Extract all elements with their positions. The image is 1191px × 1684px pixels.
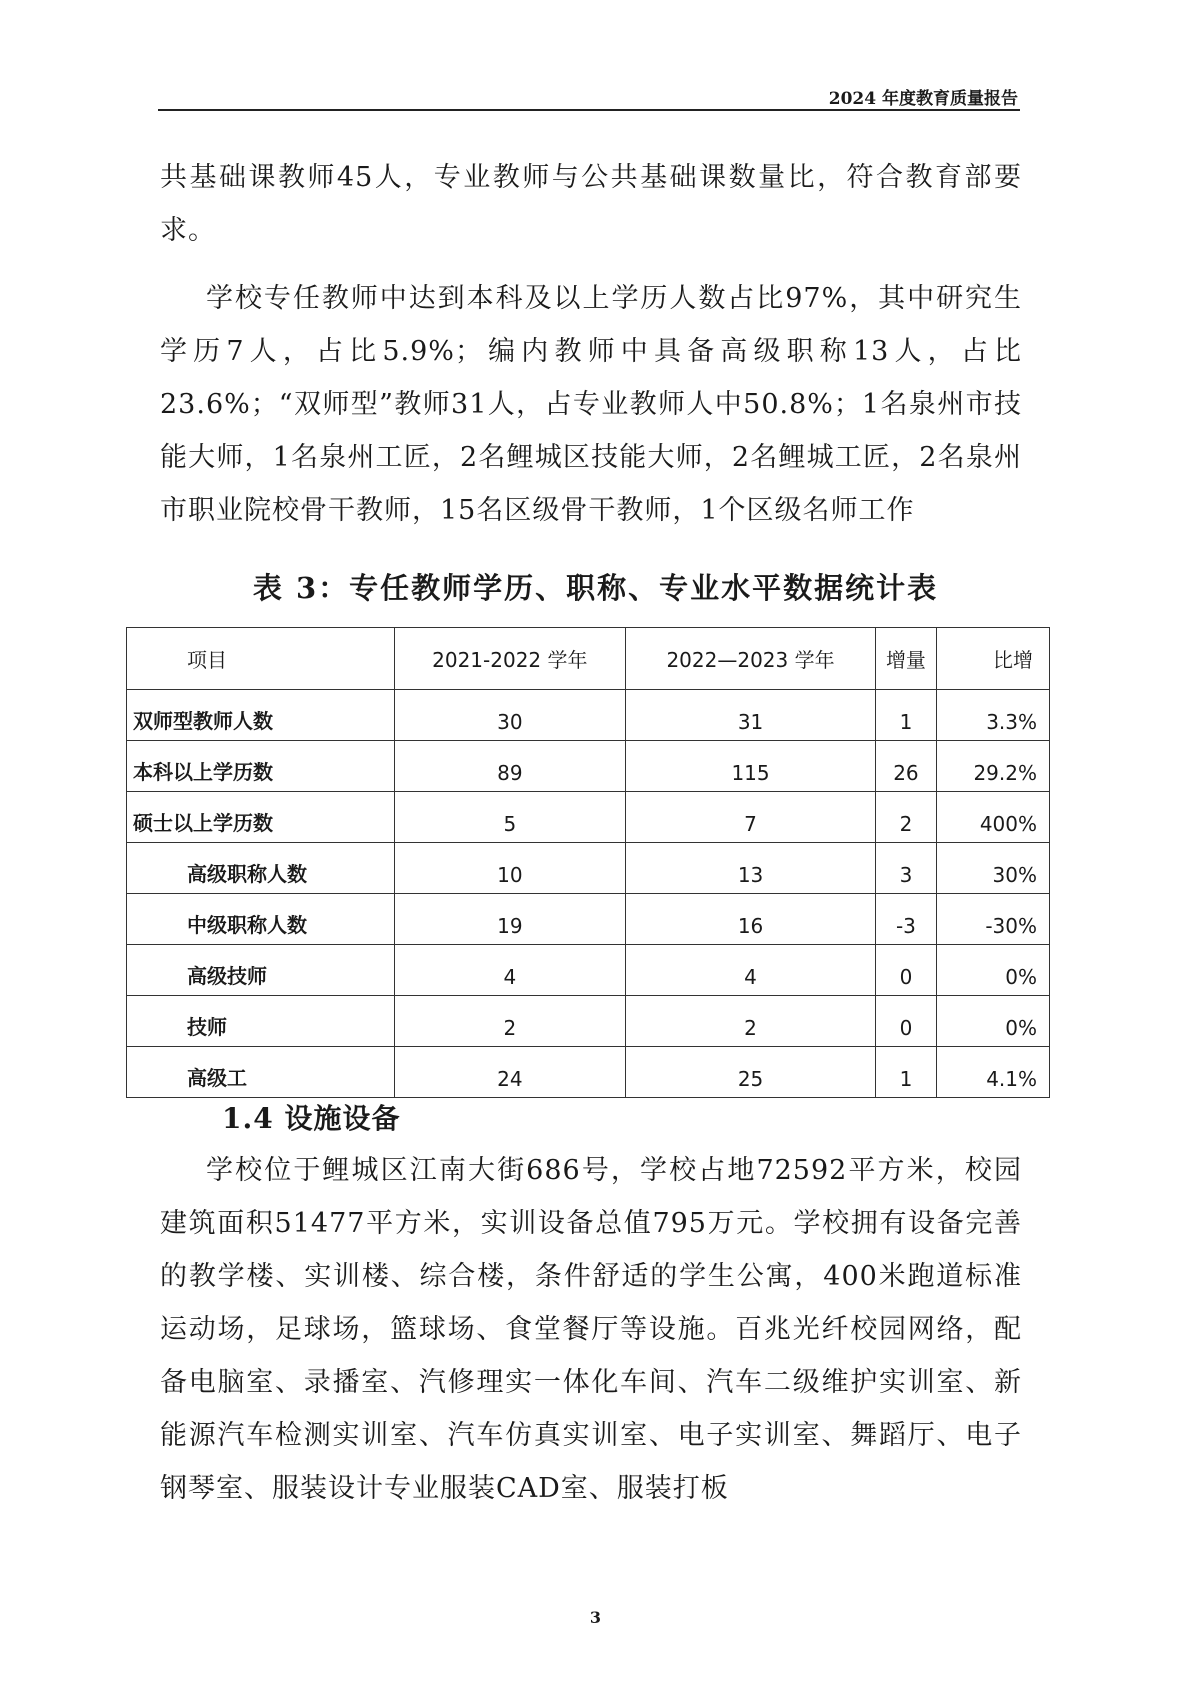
cell-2021-2022: 19 — [394, 894, 625, 945]
cell-2021-2022: 2 — [394, 996, 625, 1047]
row-label: 硕士以上学历数 — [127, 792, 395, 843]
cell-increment: 1 — [876, 1047, 937, 1098]
cell-increment: 2 — [876, 792, 937, 843]
cell-increment: 0 — [876, 945, 937, 996]
row-label: 高级工 — [127, 1047, 395, 1098]
cell-2021-2022: 4 — [394, 945, 625, 996]
paragraph-teachers-ratio: 共基础课教师45人，专业教师与公共基础课数量比，符合教育部要求。 — [160, 162, 1022, 246]
row-label: 双师型教师人数 — [127, 690, 395, 741]
cell-increment: 0 — [876, 996, 937, 1047]
column-header-increment: 增量 — [876, 628, 937, 690]
cell-growth-rate: 4.1% — [936, 1047, 1049, 1098]
table-row — [127, 741, 1050, 792]
cell-2021-2022: 5 — [394, 792, 625, 843]
cell-increment: -3 — [876, 894, 937, 945]
cell-2022-2023: 13 — [625, 843, 875, 894]
cell-growth-rate: 400% — [936, 792, 1049, 843]
cell-2021-2022: 10 — [394, 843, 625, 894]
cell-increment: 3 — [876, 843, 937, 894]
table-row — [127, 843, 1050, 894]
table-header-row — [127, 628, 1050, 690]
table-caption: 表 3：专任教师学历、职称、专业水平数据统计表 — [252, 571, 939, 605]
cell-2022-2023: 115 — [625, 741, 875, 792]
section-heading-facilities: 1.4 设施设备 — [222, 1102, 401, 1135]
column-header-2022-2023: 2022—2023 学年 — [625, 628, 875, 690]
cell-2022-2023: 25 — [625, 1047, 875, 1098]
table-row — [127, 996, 1050, 1047]
cell-growth-rate: -30% — [936, 894, 1049, 945]
cell-2021-2022: 24 — [394, 1047, 625, 1098]
table-row — [127, 945, 1050, 996]
table-row — [127, 792, 1050, 843]
table-row — [127, 894, 1050, 945]
teacher-stats-table — [126, 627, 1050, 1098]
table-row — [127, 690, 1050, 741]
cell-growth-rate: 0% — [936, 996, 1049, 1047]
cell-2022-2023: 2 — [625, 996, 875, 1047]
cell-2022-2023: 7 — [625, 792, 875, 843]
column-header-item: 项目 — [127, 628, 395, 690]
row-label: 本科以上学历数 — [127, 741, 395, 792]
cell-2022-2023: 4 — [625, 945, 875, 996]
cell-growth-rate: 29.2% — [936, 741, 1049, 792]
cell-2021-2022: 89 — [394, 741, 625, 792]
column-header-2021-2022: 2021-2022 学年 — [394, 628, 625, 690]
cell-growth-rate: 30% — [936, 843, 1049, 894]
header-rule — [158, 109, 1020, 111]
page-header-title: 2024 年度教育质量报告 — [828, 89, 1018, 109]
row-label: 高级技师 — [127, 945, 395, 996]
page-number: 3 — [589, 1608, 602, 1627]
cell-2022-2023: 31 — [625, 690, 875, 741]
cell-increment: 26 — [876, 741, 937, 792]
row-label: 中级职称人数 — [127, 894, 395, 945]
cell-2021-2022: 30 — [394, 690, 625, 741]
cell-growth-rate: 3.3% — [936, 690, 1049, 741]
paragraph-facilities: 学校位于鲤城区江南大街686号，学校占地72592平方米，校园建筑面积51477平方米，实训设备总值795万元。学校拥有设备完善的教学楼、实训楼、综合楼，条件舒适的学生公寓，400米跑道标准运动场，足球场，篮球场、食堂餐厅等设施。百兆光纤校园网络，配备电脑室、录播室、汽修理实一体化车间、汽车二级维护实训室、新能源汽车检测实训室、汽车仿真实训室、电子实训室、舞蹈厅、电子钢琴室、服装设计专业服装CAD室、服装打板 — [160, 1155, 1022, 1504]
column-header-growth-rate: 比增 — [936, 628, 1049, 690]
table-row — [127, 1047, 1050, 1098]
paragraph-teacher-qualifications: 学校专任教师中达到本科及以上学历人数占比97%，其中研究生学历7人，占比5.9%；编内教师中具备高级职称13人，占比23.6%；“双师型”教师31人，占专业教师人中50.8%；1名泉州市技能大师，1名泉州工匠，2名鲤城区技能大师，2名鲤城工匠，2名泉州市职业院校骨干教师，15名区级骨干教师，1个区级名师工作 — [160, 283, 1022, 526]
cell-2022-2023: 16 — [625, 894, 875, 945]
cell-growth-rate: 0% — [936, 945, 1049, 996]
cell-increment: 1 — [876, 690, 937, 741]
row-label: 高级职称人数 — [127, 843, 395, 894]
row-label: 技师 — [127, 996, 395, 1047]
